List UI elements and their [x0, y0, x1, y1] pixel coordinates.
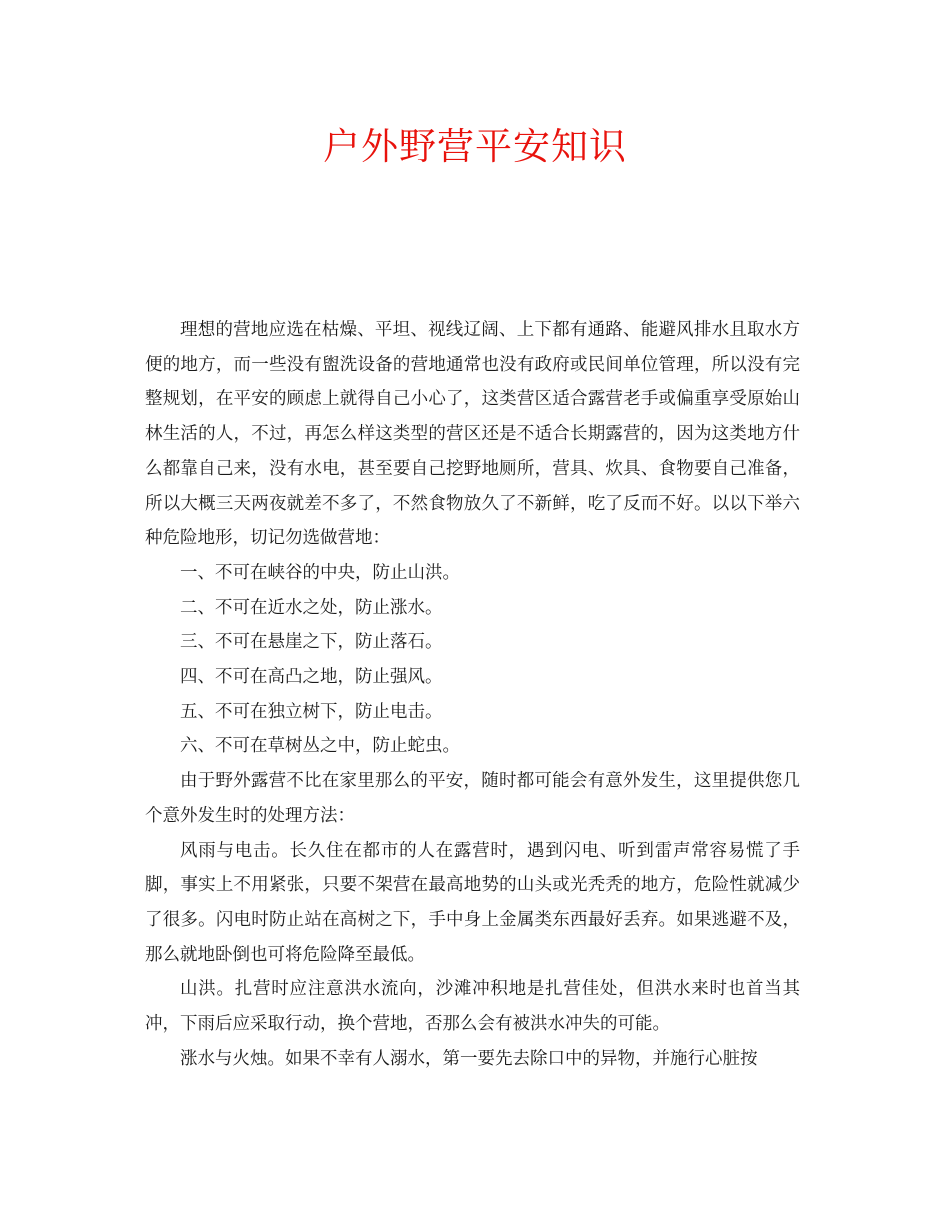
paragraph: 二、不可在近水之处，防止涨水。 — [180, 597, 443, 618]
document-body — [145, 313, 800, 1076]
paragraph: 涨水与火烛。如果不幸有人溺水，第一要先去除口中的异物，并施行心脏按 — [180, 1048, 758, 1069]
paragraph: 理想的营地应选在枯燥、平坦、视线辽阔、上下都有通路、能避风排水且取水方便的地方，而一些没有盥洗设备的营地通常也没有政府或民间单位管理，所以没有完整规划，在平安的顾虑上就得自己小心了，这类营区适合露营老手或偏重享受原始山林生活的人，不过，再怎么样这类型的营区还是不适合长期露营的，因为这类地方什么都靠自己来，没有水电，甚至要自己挖野地厕所，营具、炊具、食物要自己准备，所以大概三天两夜就差不多了，不然食物放久了不新鲜，吃了反而不好。以以下举六种危险地形，切记勿选做营地： — [145, 320, 800, 549]
paragraph: 山洪。扎营时应注意洪水流向，沙滩冲积地是扎营佳处，但洪水来时也首当其冲，下雨后应采取行动，换个营地，否那么会有被洪水冲失的可能。 — [145, 979, 800, 1035]
paragraph: 由于野外露营不比在家里那么的平安，随时都可能会有意外发生，这里提供您几个意外发生时的处理方法： — [145, 771, 800, 826]
document-title: 户外野营平安知识 — [323, 125, 627, 168]
paragraph: 三、不可在悬崖之下，防止落石。 — [180, 632, 443, 653]
paragraph: 五、不可在独立树下，防止电击。 — [180, 701, 443, 722]
paragraph: 四、不可在高凸之地，防止强风。 — [180, 667, 443, 688]
paragraph: 一、不可在峡谷的中央，防止山洪。 — [180, 562, 460, 583]
paragraph: 六、不可在草树丛之中，防止蛇虫。 — [180, 736, 460, 757]
paragraph: 风雨与电击。长久住在都市的人在露营时，遇到闪电、听到雷声常容易慌了手脚，事实上不用紧张，只要不架营在最高地势的山头或光秃秃的地方，危险性就减少了很多。闪电时防止站在高树之下，手中身上金属类东西最好丢弃。如果逃避不及，那么就地卧倒也可将危险降至最低。 — [145, 840, 800, 965]
